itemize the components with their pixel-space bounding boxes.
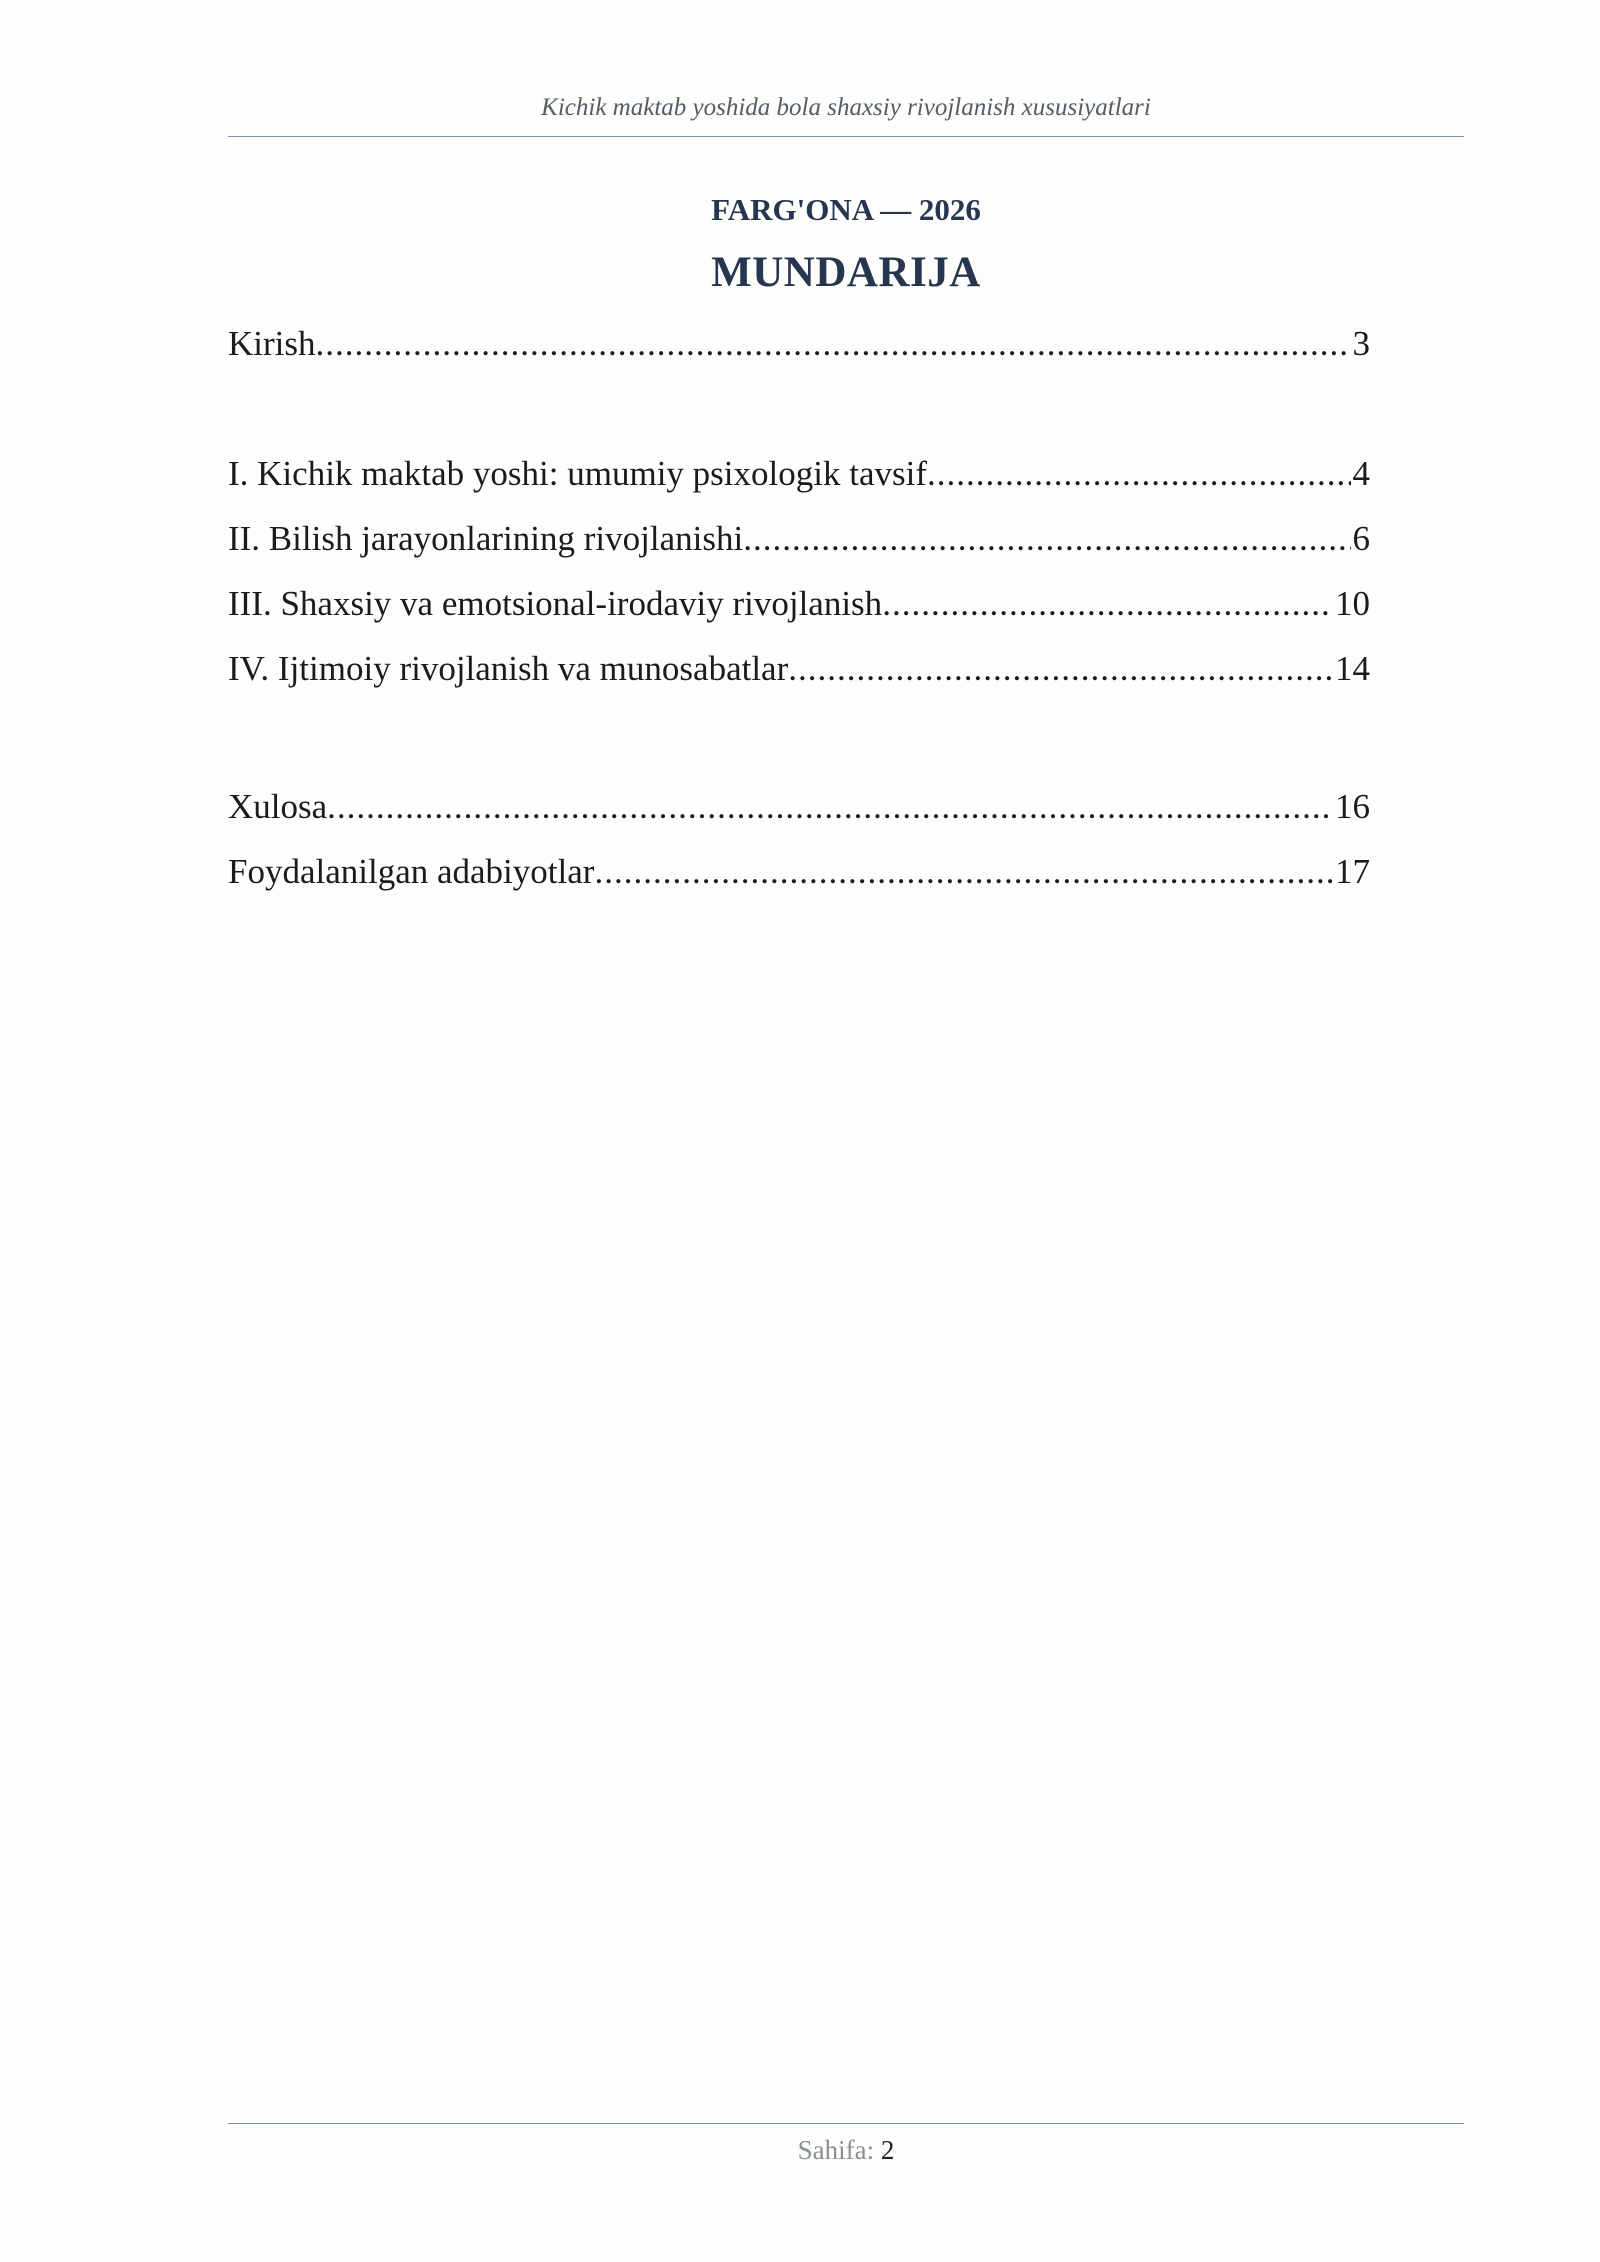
toc-entry-references[interactable] xyxy=(228,852,1370,892)
page-number-label: Sahifa: xyxy=(797,2135,875,2165)
toc-leader-dots xyxy=(788,649,1333,689)
toc-title: MUNDARIJA xyxy=(711,249,981,296)
toc-entry-page: 17 xyxy=(1335,852,1370,891)
toc-leader-dots xyxy=(743,519,1350,559)
toc-leader-dots xyxy=(927,454,1351,494)
toc-entry-chapter-2[interactable] xyxy=(228,519,1370,559)
toc-entry-page: 6 xyxy=(1352,519,1370,558)
toc-leader-dots xyxy=(327,787,1333,827)
page-number: 2 xyxy=(880,2135,895,2165)
toc-entry-label: II. Bilish jarayonlarining rivojlanishi xyxy=(228,519,744,558)
toc-entry-page: 10 xyxy=(1335,584,1370,623)
toc-entry-kirish[interactable] xyxy=(228,324,1370,364)
toc-entry-chapter-4[interactable] xyxy=(228,649,1370,689)
toc-entry-page: 4 xyxy=(1352,454,1370,493)
toc-entry-xulosa[interactable] xyxy=(228,787,1370,827)
toc-entry-page: 14 xyxy=(1335,649,1370,688)
header-divider xyxy=(228,136,1464,137)
toc-entry-label: Foydalanilgan adabiyotlar xyxy=(228,852,595,891)
toc-entry-label: IV. Ijtimoiy rivojlanish va munosabatlar xyxy=(228,649,789,688)
running-header: Kichik maktab yoshida bola shaxsiy rivojlanish xususiyatlari xyxy=(541,94,1151,121)
page-footer xyxy=(228,2135,1464,2166)
city-year: FARG'ONA — 2026 xyxy=(711,192,981,227)
footer-divider xyxy=(228,2123,1464,2124)
toc-leader-dots xyxy=(882,584,1333,624)
toc-leader-dots xyxy=(316,324,1351,364)
toc-leader-dots xyxy=(594,852,1333,892)
toc-entry-page: 3 xyxy=(1352,324,1370,363)
toc-entry-label: III. Shaxsiy va emotsional-irodaviy rivojlanish xyxy=(228,584,883,623)
toc-entry-label: I. Kichik maktab yoshi: umumiy psixologik tavsif xyxy=(228,454,927,493)
toc-entry-page: 16 xyxy=(1335,787,1370,826)
toc-entry-label: Kirish xyxy=(228,324,316,363)
toc-entry-chapter-3[interactable] xyxy=(228,584,1370,624)
toc-entry-label: Xulosa xyxy=(228,787,328,826)
toc-entry-chapter-1[interactable] xyxy=(228,454,1370,494)
